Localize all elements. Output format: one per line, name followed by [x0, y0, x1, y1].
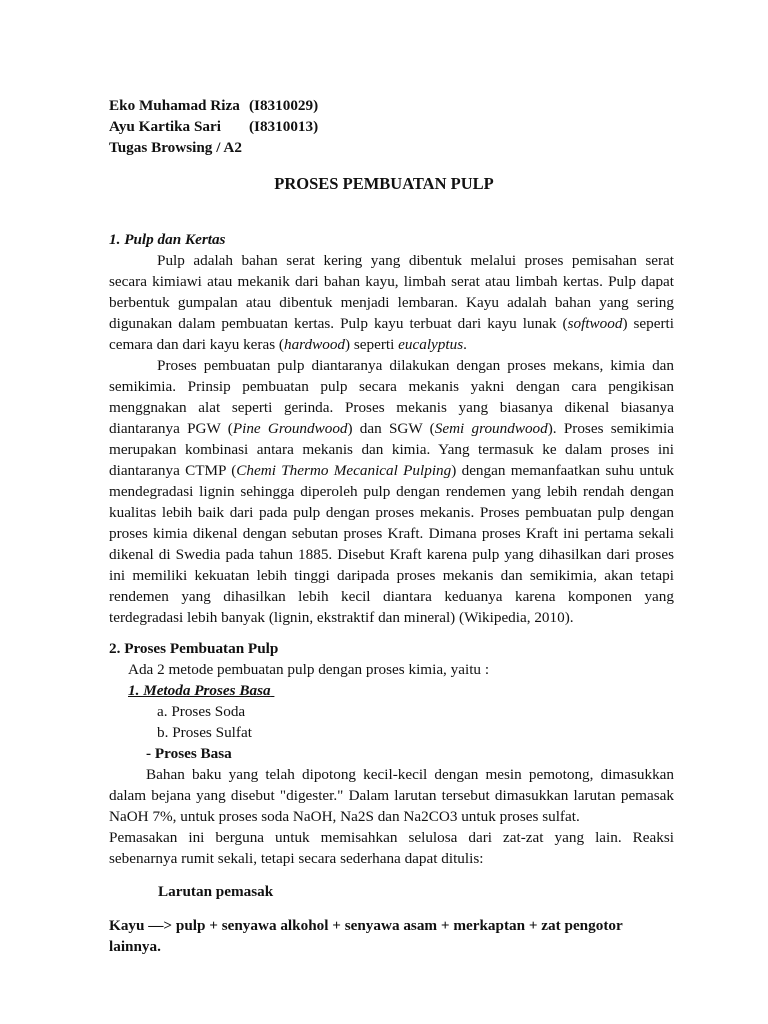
- paragraph-line: diantaranya PGW (Pine Groundwood) dan SGW (Semi groundwood). Proses semikimia: [109, 420, 674, 437]
- section-2-intro: Ada 2 metode pembuatan pulp dengan proses kimia, yaitu :: [128, 661, 490, 678]
- paragraph-line: berbentuk gumpalan atau dibentuk menjadi lembaran. Kayu adalah bahan yang sering: [109, 294, 674, 311]
- list-item-proses-sulfat: b. Proses Sulfat: [157, 724, 252, 741]
- paragraph-line: cemara dan dari kayu keras (hardwood) seperti eucalyptus.: [109, 336, 467, 353]
- author-nim-1: (I8310029): [249, 97, 319, 114]
- reaction-line-1: Kayu —> pulp + senyawa alkohol + senyawa asam + merkaptan + zat pengotor: [109, 917, 623, 934]
- paragraph-line: Pemasakan ini berguna untuk memisahkan selulosa dari zat-zat yang lain. Reaksi: [109, 829, 674, 846]
- subheading-proses-basa: - Proses Basa: [146, 745, 232, 762]
- term-eucalyptus: eucalyptus: [398, 336, 464, 353]
- paragraph-line: kualitas lebih baik dari pada pulp dengan proses mekanis. Proses pembuatan pulp dengan: [109, 504, 674, 521]
- paragraph-line: menggnakan alat seperti gerinda. Proses mekanis yang biasanya dikenal biasanya: [109, 399, 674, 416]
- paragraph-line: Bahan baku yang telah dipotong kecil-kecil dengan mesin pemotong, dimasukkan: [146, 766, 674, 783]
- paragraph-line: mendegradasi lignin sehingga diperoleh pulp dengan rendemen yang lebih rendah dengan: [109, 483, 674, 500]
- task-line: Tugas Browsing / A2: [109, 139, 242, 156]
- paragraph-line: NaOH 7%, untuk proses soda NaOH, Na2S dan Na2CO3 untuk proses sulfat.: [109, 808, 580, 825]
- paragraph-line: dikenal di Swedia pada tahun 1885. Disebut Kraft karena pulp yang dihasilkan dari proses: [109, 546, 674, 563]
- term-softwood: softwood: [567, 315, 623, 332]
- method-1-heading: 1. Metoda Proses Basa: [128, 682, 271, 699]
- section-2-heading: 2. Proses Pembuatan Pulp: [109, 640, 279, 657]
- paragraph-line: rendemen yang dihasilkan lebih kecil diantara keduanya karena komponen yang: [109, 588, 674, 605]
- paragraph-line: semikimia. Prinsip pembuatan pulp secara mekanis yakni dengan cara pengikisan: [109, 378, 674, 395]
- author-line-2: [109, 116, 674, 137]
- paragraph-line: sebenarnya rumit sekali, tetapi secara sederhana dapat ditulis:: [109, 850, 484, 867]
- author-line-1: [109, 95, 674, 116]
- paragraph-line: merupakan kombinasi antara mekanis dan kimia. Yang termasuk ke dalam proses ini: [109, 441, 674, 458]
- author-nim-2: (I8310013): [249, 118, 319, 135]
- paragraph-line: digunakan dalam pembuatan kertas. Pulp kayu terbuat dari kayu lunak (softwood) seperti: [109, 315, 674, 332]
- paragraph-line: Pulp adalah bahan serat kering yang dibentuk melalui proses pemisahan serat: [157, 252, 674, 269]
- paragraph-line: ini memiliki kekuatan lebih tinggi daripada proses mekanis dan semikimia, akan tetapi: [109, 567, 674, 584]
- paragraph-line: terdegradasi lebih banyak (lignin, ekstraktif dan mineral) (Wikipedia, 2010).: [109, 609, 574, 626]
- paragraph-line: dalam bejana yang disebut "digester." Dalam larutan tersebut dimasukkan larutan pemasak: [109, 787, 674, 804]
- term-pine-groundwood: Pine Groundwood: [232, 420, 348, 437]
- term-semi-groundwood: Semi groundwood: [434, 420, 548, 437]
- section-1-heading: 1. Pulp dan Kertas: [109, 231, 226, 248]
- paragraph-line: diantaranya CTMP (Chemi Thermo Mecanical Pulping) dengan memanfaatkan suhu untuk: [109, 462, 674, 479]
- page-title: PROSES PEMBUATAN PULP: [274, 174, 494, 193]
- paragraph-line: secara kimiawi atau mekanik dari bahan kayu, limbah serat atau limbah kertas. Pulp dapat: [109, 273, 674, 290]
- paragraph-line: Proses pembuatan pulp diantaranya dilakukan dengan proses mekans, kimia dan: [157, 357, 674, 374]
- author-name-1: Eko Muhamad Riza: [109, 97, 240, 114]
- label-larutan-pemasak: Larutan pemasak: [158, 883, 274, 900]
- reaction-line-2: lainnya.: [109, 938, 161, 955]
- term-ctmp: Chemi Thermo Mecanical Pulping: [236, 462, 452, 479]
- list-item-proses-soda: a. Proses Soda: [157, 703, 246, 720]
- author-name-2: Ayu Kartika Sari: [109, 118, 221, 135]
- paragraph-line: proses kimia dikenal dengan sebutan proses Kraft. Dimana proses Kraft ini pertama sekali: [109, 525, 674, 542]
- term-hardwood: hardwood: [283, 336, 346, 353]
